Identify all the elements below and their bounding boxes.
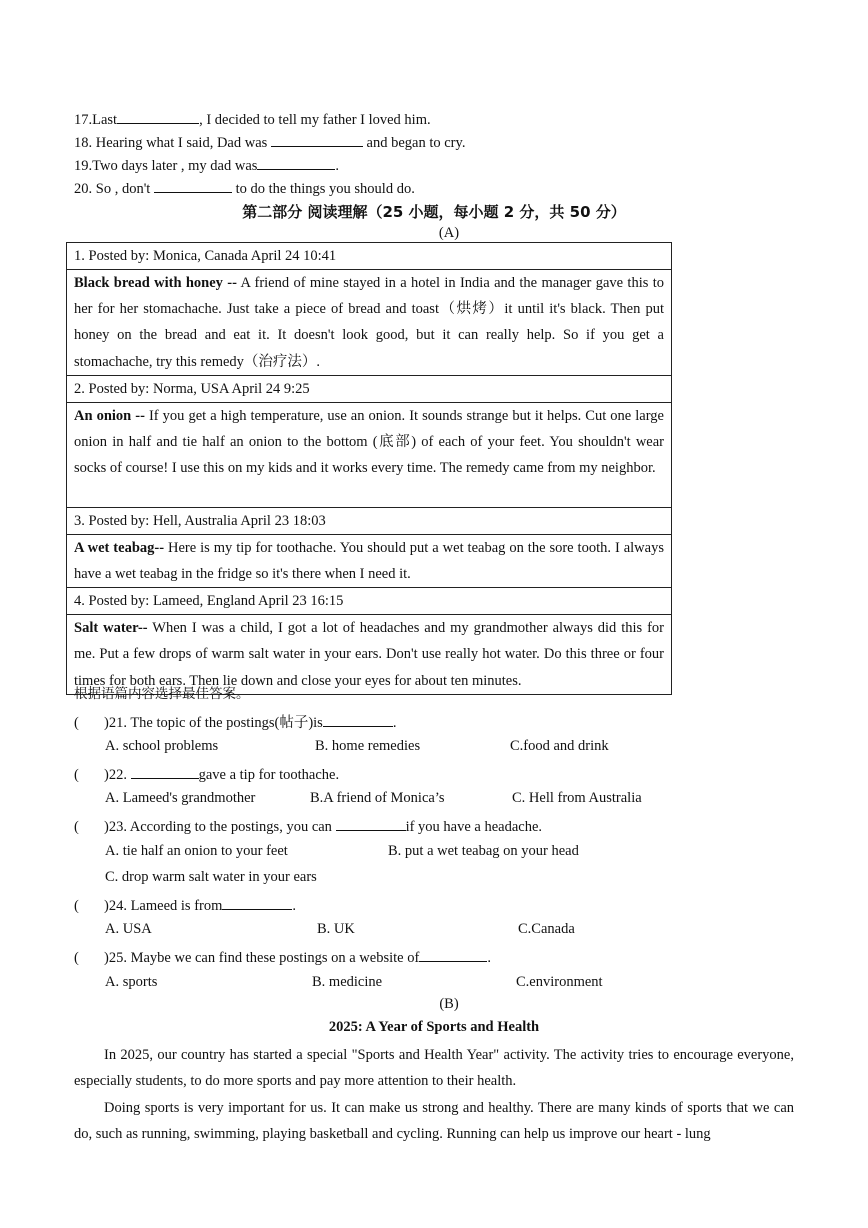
post-4-body — [67, 615, 672, 695]
option-24-c[interactable]: C.Canada — [518, 921, 575, 937]
question-22 — [74, 764, 339, 784]
fill-in-19 — [74, 155, 339, 176]
paragraph-1: In 2025, our country has started a special "Sports and Health Year" activity. The activity tries to encourage everyone, especially students, to do more sports and pay more attention to their health. — [74, 1047, 794, 1090]
postings-table — [66, 242, 672, 695]
question-25 — [74, 947, 491, 967]
answer-blank-17[interactable] — [117, 109, 199, 124]
option-21-b[interactable]: B. home remedies — [315, 738, 421, 754]
answer-paren[interactable]: ( — [74, 819, 79, 835]
fill-in-17-pre: 17.Last — [74, 112, 118, 128]
option-23-a[interactable]: A. tie half an onion to your feet — [105, 843, 288, 859]
option-25-c[interactable]: C.environment — [516, 974, 603, 990]
instruction: 根据语篇内容选择最佳答案。 — [74, 686, 250, 702]
question-23-text: )23. According to the postings, you can — [104, 819, 336, 835]
post-1-text: A friend of mine stayed in a hotel in India and the manager gave this to her for her stomachache. Just take a piece of bread and toast（烘烤）it until it's black. Then put honey on the bread and eat it. It doesn't look good, but it can really help. So if you get a stomachache, try this remedy（治疗法）. — [74, 275, 664, 370]
answer-blank-22[interactable] — [131, 764, 199, 779]
post-1-body — [67, 270, 672, 376]
option-25-b[interactable]: B. medicine — [312, 974, 383, 990]
post-4-title: Salt water-- — [74, 620, 148, 637]
post-1-title: Black bread with honey -- — [74, 275, 237, 291]
option-23-b[interactable]: B. put a wet teabag on your head — [388, 843, 579, 859]
question-24 — [74, 895, 296, 915]
fill-in-19-pre: 19.Two days later , my dad was — [74, 158, 258, 174]
answer-blank-25[interactable] — [419, 947, 487, 962]
option-24-a[interactable]: A. USA — [105, 921, 152, 937]
question-25-text: )25. Maybe we can find these postings on a website of — [104, 950, 420, 966]
passage-a-label: (A) — [438, 225, 460, 241]
fill-in-18-pre: 18. Hearing what I said, Dad was — [74, 135, 271, 151]
option-24-b[interactable]: B. UK — [317, 921, 355, 937]
post-2-text: If you get a high temperature, use an onion. It sounds strange but it helps. Cut one large onion in half and tie half an onion to the bottom (底部) of each of your feet. You shouldn't wear socks of course! I use this on my kids and it works every time. The remedy came from my neighbor. — [74, 407, 664, 477]
fill-in-20 — [74, 178, 415, 199]
option-22-c[interactable]: C. Hell from Australia — [512, 790, 642, 806]
answer-paren[interactable]: ( — [74, 715, 79, 731]
answer-paren[interactable]: ( — [74, 767, 79, 783]
post-4-header: 4. Posted by: Lameed, England April 23 16:15 — [67, 588, 672, 615]
answer-paren[interactable]: ( — [74, 950, 79, 966]
option-22-b[interactable]: B.A friend of Monica’s — [310, 790, 445, 806]
question-22-after: gave a tip for toothache. — [198, 767, 340, 783]
post-2-title: An onion -- — [74, 407, 145, 424]
post-2-body — [67, 402, 672, 507]
answer-blank-21[interactable] — [323, 712, 393, 727]
passage-b-label: (B) — [439, 996, 459, 1012]
answer-paren[interactable]: ( — [74, 898, 79, 914]
question-21 — [74, 711, 396, 732]
post-2-header: 2. Posted by: Norma, USA April 24 9:25 — [67, 375, 672, 402]
option-22-a[interactable]: A. Lameed's grandmother — [105, 790, 256, 806]
answer-blank-24[interactable] — [222, 895, 292, 910]
option-25-a[interactable]: A. sports — [105, 974, 158, 990]
article-title: 2025: A Year of Sports and Health — [328, 1019, 540, 1035]
option-21-c[interactable]: C.food and drink — [510, 738, 609, 754]
fill-in-20-pre: 20. So , don't — [74, 181, 154, 197]
post-4-text: When I was a child, I got a lot of headaches and my grandmother always did this for me. Put a few drops of warm salt water in your ears. Don't use really hot water. Do this three or four times for both ears. Then lie down and close your eyes for about ten minutes. — [74, 620, 664, 689]
question-22-text: )22. — [104, 767, 131, 783]
fill-in-19-post: . — [335, 158, 340, 174]
question-23-after: if you have a headache. — [405, 819, 543, 835]
answer-blank-23[interactable] — [336, 816, 406, 831]
post-3-header: 3. Posted by: Hell, Australia April 23 18:03 — [67, 507, 672, 534]
question-23 — [74, 816, 542, 836]
fill-in-18-post: and began to cry. — [362, 135, 466, 151]
answer-blank-20[interactable] — [154, 178, 232, 193]
option-21-a[interactable]: A. school problems — [105, 738, 219, 754]
option-23-c[interactable]: C. drop warm salt water in your ears — [105, 869, 317, 885]
fill-in-18 — [74, 132, 465, 153]
fill-in-20-post: to do the things you should do. — [231, 181, 415, 197]
question-24-text: )24. Lameed is from — [104, 898, 223, 914]
answer-blank-18[interactable] — [271, 132, 363, 147]
post-3-body — [67, 534, 672, 587]
post-3-text: Here is my tip for toothache. You should put a wet teabag on the sore tooth. I always have a wet teabag in the fridge so it's there when I need it. — [74, 539, 664, 583]
fill-in-17-post: , I decided to tell my father I loved him. — [199, 112, 431, 128]
post-1-header: 1. Posted by: Monica, Canada April 24 10:41 — [67, 243, 672, 270]
question-24-after: . — [292, 898, 297, 914]
question-25-after: . — [487, 950, 491, 966]
question-21-after: . — [392, 715, 397, 731]
fill-in-17 — [74, 109, 431, 130]
part-two-title: 第二部分 阅读理解（25 小题，每小题 2 分，共 50 分） — [242, 203, 626, 221]
paragraph-2: Doing sports is very important for us. It can make us strong and healthy. There are many kinds of sports that we can do, such as running, swimming, playing basketball and cycling. Running can help us improve our heart - lung — [74, 1100, 794, 1143]
question-21-text: )21. The topic of the postings(帖子)is — [104, 715, 323, 731]
post-3-title: A wet teabag-- — [74, 539, 165, 556]
answer-blank-19[interactable] — [257, 155, 335, 170]
